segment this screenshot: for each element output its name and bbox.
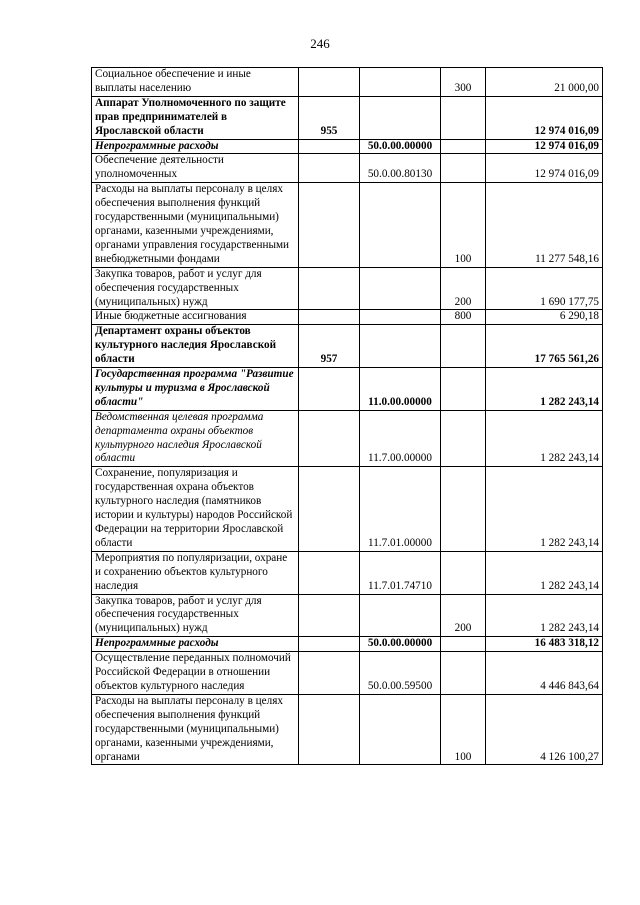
expense-type-code-cell [441, 551, 486, 594]
target-article-code-cell [360, 267, 441, 310]
expense-type-code-cell [441, 325, 486, 368]
row-name-cell: Осуществление переданных полномочий Российской Федерации в отношении объектов культурного наследия [92, 652, 299, 695]
row-name-cell: Социальное обеспечение и иные выплаты населению [92, 68, 299, 97]
table-row [92, 652, 603, 695]
ministry-code-cell [299, 467, 360, 551]
row-name-cell: Расходы на выплаты персоналу в целях обеспечения выполнения функций государственными (муниципальными) органами, казенными учреждениями, органами [92, 694, 299, 765]
row-name-cell: Расходы на выплаты персоналу в целях обеспечения выполнения функций государственными (муниципальными) органами, казенными учреждениями, органами управления государственными внебюджетными фондами [92, 183, 299, 267]
ministry-code-cell [299, 368, 360, 411]
table-row [92, 410, 603, 467]
expense-type-code-cell [441, 139, 486, 154]
table-row [92, 467, 603, 551]
table-row [92, 139, 603, 154]
target-article-code-cell: 11.0.00.00000 [360, 368, 441, 411]
expense-type-code-cell: 300 [441, 68, 486, 97]
ministry-code-cell: 955 [299, 96, 360, 139]
ministry-code-cell [299, 652, 360, 695]
row-name-cell: Государственная программа "Развитие культуры и туризма в Ярославской области" [92, 368, 299, 411]
ministry-code-cell [299, 594, 360, 637]
expense-type-code-cell [441, 96, 486, 139]
amount-cell: 12 974 016,09 [486, 154, 603, 183]
table-row [92, 694, 603, 765]
ministry-code-cell [299, 183, 360, 267]
target-article-code-cell [360, 68, 441, 97]
table-row [92, 551, 603, 594]
table-row [92, 68, 603, 97]
amount-cell: 4 446 843,64 [486, 652, 603, 695]
table-row [92, 325, 603, 368]
expense-type-code-cell: 100 [441, 183, 486, 267]
expense-type-code-cell [441, 368, 486, 411]
target-article-code-cell [360, 183, 441, 267]
row-name-cell: Сохранение, популяризация и государственная охрана объектов культурного наследия (памятников истории и культуры) народов Российской Федерации на территории Ярославской области [92, 467, 299, 551]
row-name-cell: Иные бюджетные ассигнования [92, 310, 299, 325]
budget-table-body [92, 68, 603, 765]
row-name-cell: Непрограммные расходы [92, 637, 299, 652]
amount-cell: 11 277 548,16 [486, 183, 603, 267]
ministry-code-cell [299, 637, 360, 652]
expense-type-code-cell: 800 [441, 310, 486, 325]
target-article-code-cell [360, 594, 441, 637]
target-article-code-cell [360, 325, 441, 368]
expense-type-code-cell [441, 652, 486, 695]
amount-cell: 21 000,00 [486, 68, 603, 97]
ministry-code-cell [299, 267, 360, 310]
budget-table [91, 67, 603, 765]
expense-type-code-cell: 100 [441, 694, 486, 765]
table-row [92, 594, 603, 637]
row-name-cell: Обеспечение деятельности уполномоченных [92, 154, 299, 183]
page-number: 246 [310, 36, 330, 51]
ministry-code-cell [299, 410, 360, 467]
target-article-code-cell [360, 694, 441, 765]
row-name-cell: Закупка товаров, работ и услуг для обеспечения государственных (муниципальных) нужд [92, 594, 299, 637]
amount-cell: 1 282 243,14 [486, 594, 603, 637]
row-name-cell: Аппарат Уполномоченного по защите прав предпринимателей в Ярославской области [92, 96, 299, 139]
ministry-code-cell [299, 694, 360, 765]
row-name-cell: Департамент охраны объектов культурного наследия Ярославской области [92, 325, 299, 368]
ministry-code-cell [299, 154, 360, 183]
amount-cell: 17 765 561,26 [486, 325, 603, 368]
amount-cell: 6 290,18 [486, 310, 603, 325]
row-name-cell: Ведомственная целевая программа департамента охраны объектов культурного наследия Ярославской области [92, 410, 299, 467]
expense-type-code-cell [441, 637, 486, 652]
target-article-code-cell [360, 310, 441, 325]
row-name-cell: Мероприятия по популяризации, охране и сохранению объектов культурного наследия [92, 551, 299, 594]
target-article-code-cell: 50.0.00.59500 [360, 652, 441, 695]
ministry-code-cell [299, 68, 360, 97]
table-row [92, 637, 603, 652]
amount-cell: 4 126 100,27 [486, 694, 603, 765]
amount-cell: 16 483 318,12 [486, 637, 603, 652]
target-article-code-cell: 50.0.00.80130 [360, 154, 441, 183]
expense-type-code-cell: 200 [441, 267, 486, 310]
amount-cell: 1 690 177,75 [486, 267, 603, 310]
target-article-code-cell: 11.7.01.74710 [360, 551, 441, 594]
ministry-code-cell: 957 [299, 325, 360, 368]
ministry-code-cell [299, 310, 360, 325]
row-name-cell: Непрограммные расходы [92, 139, 299, 154]
ministry-code-cell [299, 551, 360, 594]
expense-type-code-cell [441, 154, 486, 183]
target-article-code-cell: 11.7.01.00000 [360, 467, 441, 551]
amount-cell: 12 974 016,09 [486, 139, 603, 154]
table-row [92, 368, 603, 411]
ministry-code-cell [299, 139, 360, 154]
target-article-code-cell: 11.7.00.00000 [360, 410, 441, 467]
expense-type-code-cell: 200 [441, 594, 486, 637]
target-article-code-cell [360, 96, 441, 139]
table-row [92, 183, 603, 267]
table-row [92, 96, 603, 139]
target-article-code-cell: 50.0.00.00000 [360, 139, 441, 154]
table-row [92, 267, 603, 310]
row-name-cell: Закупка товаров, работ и услуг для обеспечения государственных (муниципальных) нужд [92, 267, 299, 310]
table-row [92, 154, 603, 183]
target-article-code-cell: 50.0.00.00000 [360, 637, 441, 652]
amount-cell: 12 974 016,09 [486, 96, 603, 139]
amount-cell: 1 282 243,14 [486, 551, 603, 594]
expense-type-code-cell [441, 410, 486, 467]
table-row [92, 310, 603, 325]
amount-cell: 1 282 243,14 [486, 368, 603, 411]
amount-cell: 1 282 243,14 [486, 467, 603, 551]
expense-type-code-cell [441, 467, 486, 551]
amount-cell: 1 282 243,14 [486, 410, 603, 467]
